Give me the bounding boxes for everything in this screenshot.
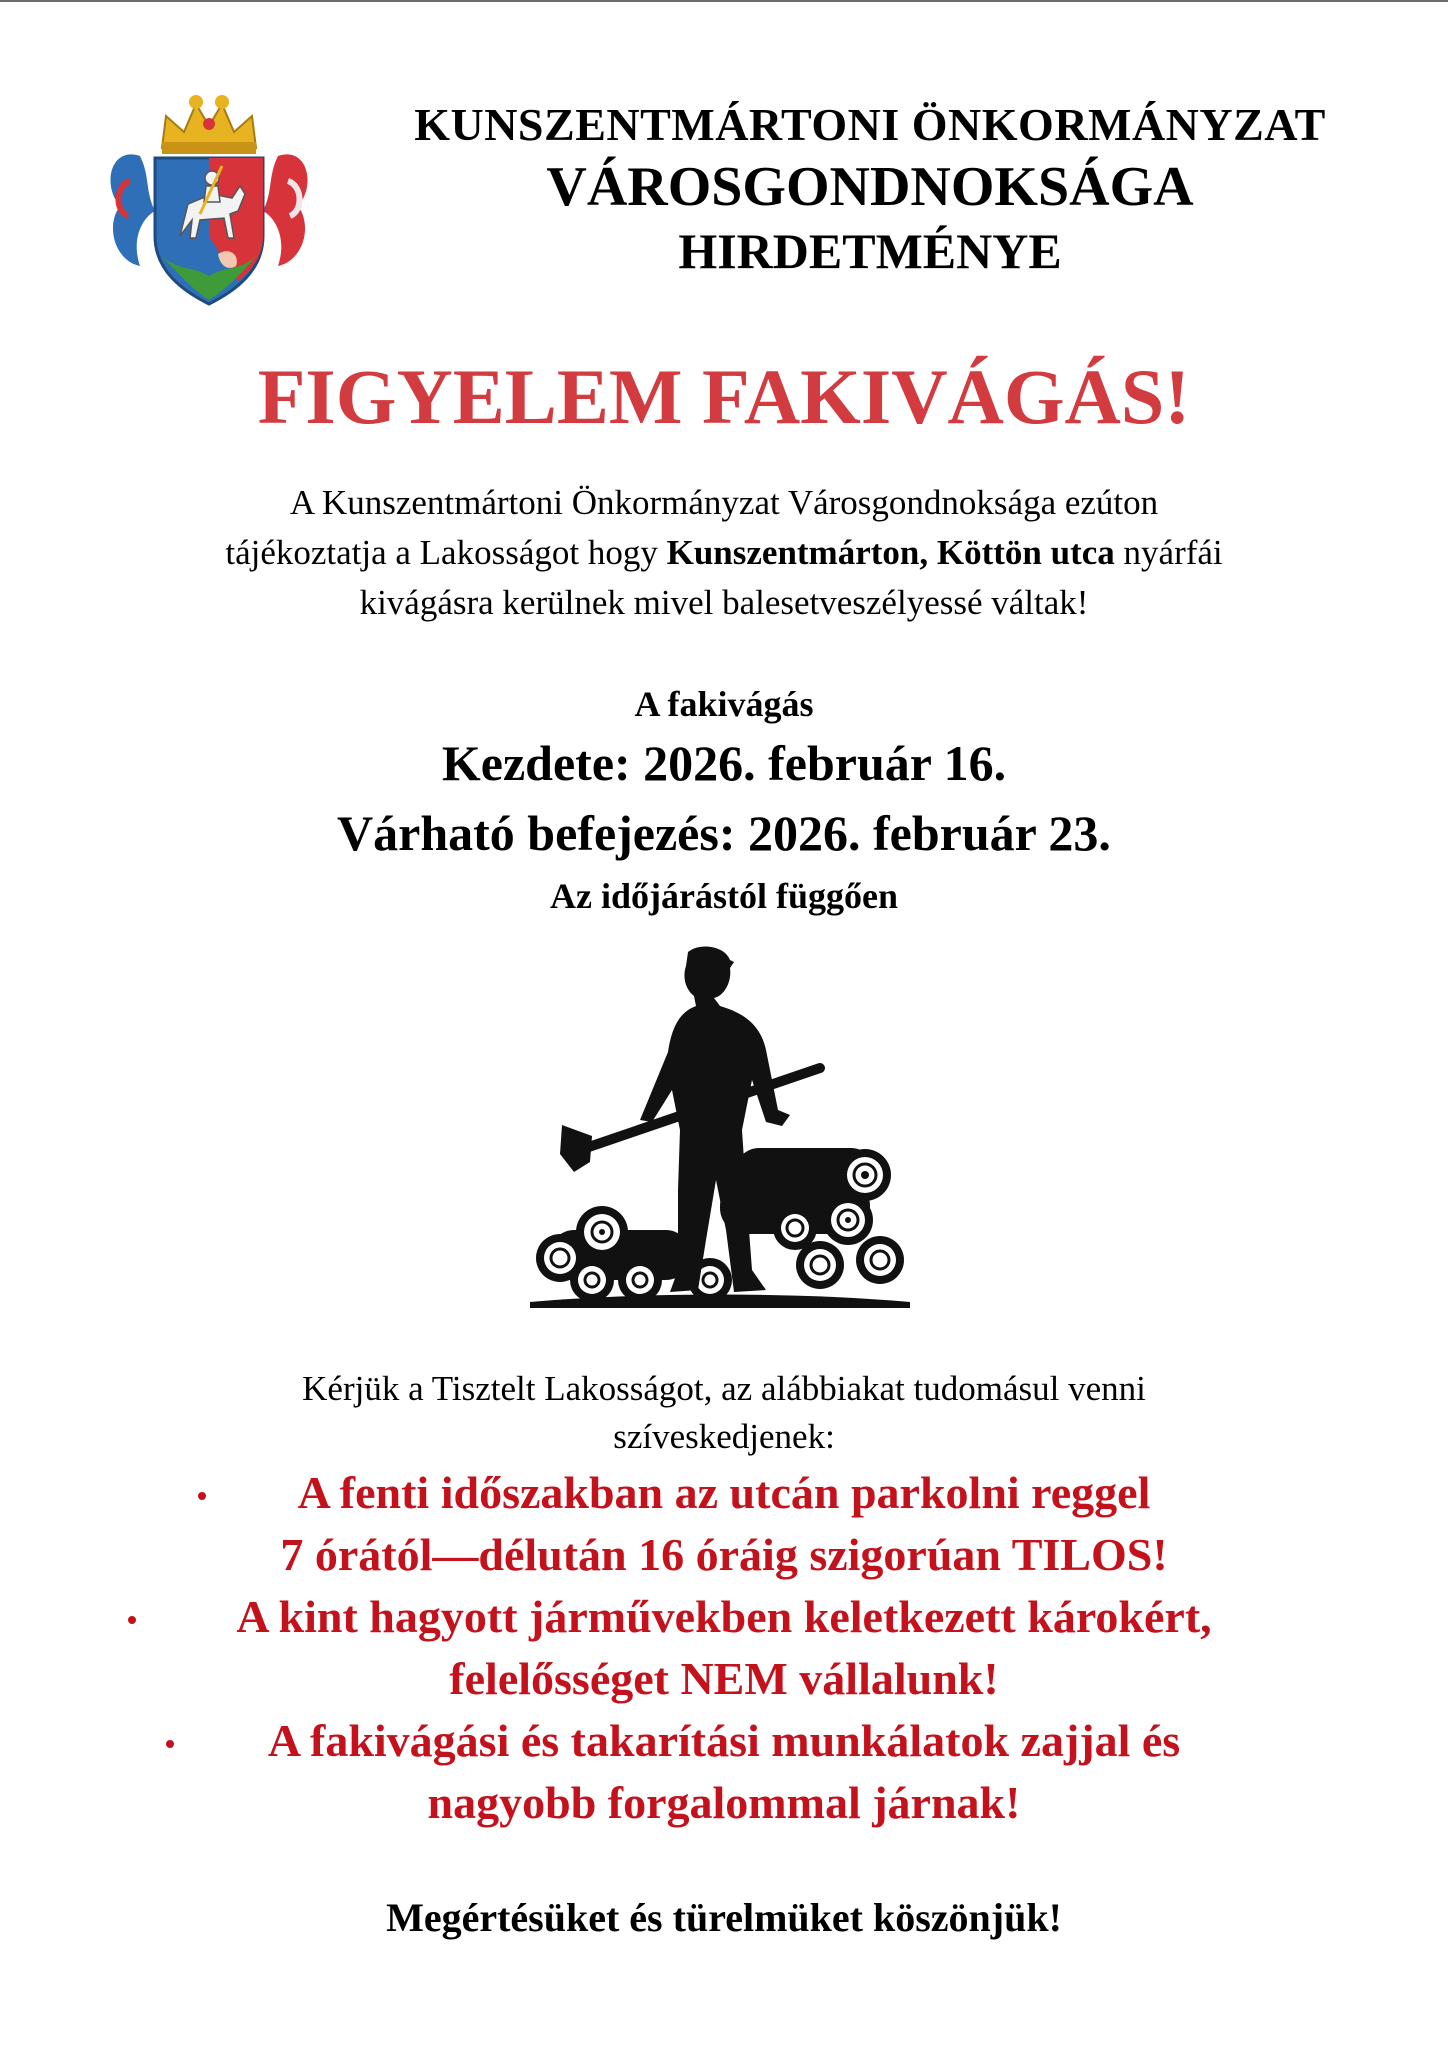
thanks-line: Megértésüket és türelmüket köszönjük!	[386, 1895, 1062, 1940]
rule-item	[60, 1710, 1388, 1834]
intro-line-3: kivágásra kerülnek mivel balesetveszélyessé váltak!	[359, 583, 1089, 622]
header-line-3: HIRDETMÉNYE	[678, 223, 1062, 279]
top-border	[0, 0, 1448, 2]
rule-line: A fakivágási és takarítási munkálatok zajjal és	[267, 1715, 1181, 1766]
intro-paragraph	[60, 478, 1388, 628]
intro-line-2-tail: nyárfái	[1114, 533, 1223, 572]
rule-line: A kint hagyott járművekben keletkezett károkért,	[236, 1591, 1212, 1642]
request-line-2: szíveskedjenek:	[613, 1417, 835, 1456]
end-date: Várható befejezés: 2026. február 23.	[337, 805, 1111, 861]
rule-line: nagyobb forgalommal járnak!	[427, 1777, 1021, 1828]
request-line-1: Kérjük a Tisztelt Lakosságot, az alábbiakat tudomásul venni	[302, 1369, 1146, 1408]
schedule-label: A fakivágás	[634, 684, 814, 724]
bullet-icon	[198, 1492, 206, 1500]
alert-title: FIGYELEM FAKIVÁGÁS!	[257, 353, 1191, 440]
request-paragraph	[100, 1365, 1348, 1461]
rule-item	[60, 1462, 1388, 1586]
rule-item	[60, 1586, 1388, 1710]
rules-list	[60, 1462, 1388, 1834]
bullet-icon	[166, 1740, 174, 1748]
header-line-1: KUNSZENTMÁRTONI ÖNKORMÁNYZAT	[414, 99, 1326, 150]
intro-line-2	[60, 528, 1388, 578]
lumberjack-icon	[520, 940, 920, 1320]
start-date: Kezdete: 2026. február 16.	[441, 735, 1007, 791]
header-line-2: VÁROSGONDNOKSÁGA	[546, 156, 1194, 218]
bullet-icon	[128, 1616, 136, 1624]
notice-header	[360, 96, 1380, 282]
rule-line: 7 órától—délután 16 óráig szigorúan TILOS!	[280, 1529, 1168, 1580]
intro-line-2-text: tájékoztatja a Lakosságot hogy	[225, 533, 667, 572]
rule-line: felelősséget NEM vállalunk!	[449, 1653, 999, 1704]
coat-of-arms-icon	[100, 86, 318, 308]
weather-note: Az időjárástól függően	[550, 876, 898, 916]
rule-line: A fenti időszakban az utcán parkolni reggel	[297, 1467, 1151, 1518]
schedule	[0, 680, 1448, 924]
street-name: Kunszentmárton, Köttön utca	[666, 533, 1115, 572]
intro-line-1: A Kunszentmártoni Önkormányzat Városgondnoksága ezúton	[289, 483, 1159, 522]
